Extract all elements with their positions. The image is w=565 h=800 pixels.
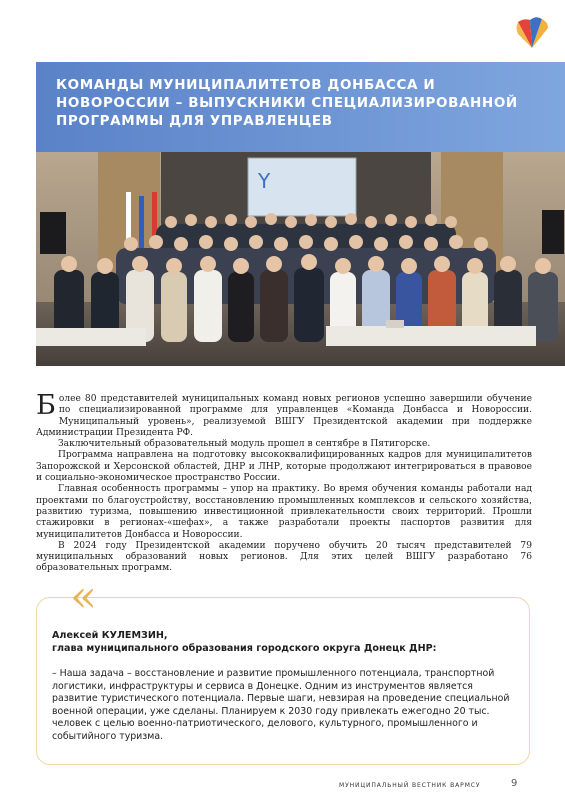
article-paragraph-2: Заключительный образовательный модуль прошел в сентябре в Пятигорске. [58, 439, 431, 450]
article-paragraph-3: Программа направлена на подготовку высококвалифицированных кадров для муниципалитетов Запорожской и Херсонской областей, ДНР и ЛНР, которые продолжают интегрироваться в правовое и социально-экономическое пространство России. [36, 450, 532, 484]
fan-logo-icon [512, 12, 552, 52]
screen-letter: Y [258, 169, 271, 193]
quote-author-name: Алексей КУЛЕМЗИН, [52, 630, 168, 641]
article-paragraph-5: В 2024 году Президентской академии поручено обучить 20 тысяч представителей 79 муниципальных образований новых регионов. Для этих целей ВШГУ разработано 76 образовательных программ. [36, 540, 532, 574]
group-photo [36, 152, 565, 366]
group-photo-illustration [36, 152, 565, 366]
quote-text: – Наша задача – восстановление и развитие промышленного потенциала, транспортной логистики, инфраструктуры и сервиса в Донецке. Одним из инструментов является развитие туристического потенциала. Первые шаги, невзирая на проведение специальной военной операции, уже сделаны. Планируем к 2030 году привлекать ежегодно 20 тыс. человек с целью военно-патриотического, делового, культурного, промышленного и событийного туризма. [52, 668, 510, 742]
title-banner [36, 62, 565, 152]
article-paragraph-1-text: олее 80 представителей муниципальных команд новых регионов успешно завершили обучение по специализированной программе для управленцев «Команда Донбасса и Новороссии. Муниципальный уровень», реализуемой ВШГУ Президентской академии при поддержке Администрации Президента РФ. [36, 394, 532, 438]
article-paragraph-1 [36, 390, 532, 439]
drop-cap: Б [36, 390, 56, 421]
article-title: КОМАНДЫ МУНИЦИПАЛИТЕТОВ ДОНБАССА И НОВОРОССИИ – ВЫПУСКНИКИ СПЕЦИАЛИЗИРОВАННОЙ ПРОГРАММЫ ДЛЯ УПРАВЛЕНЦЕВ [56, 77, 518, 129]
quote-author-role: глава муниципального образования городского округа Донецк ДНР: [52, 642, 437, 654]
quote-mark-icon: « [70, 571, 97, 622]
article-paragraph-4: Главная особенность программы – упор на практику. Во время обучения команды работали над проектами по благоустройству, восстановлению промышленных комплексов и сельского хозяйства, развитию туризма, повышению инвестиционной привлекательности своих территорий. Прошли стажировки в регионах-«шефах», а также разработали проекты паспортов развития для муниципалитетов Донбасса и Новороссии. [36, 484, 532, 540]
page-number: 9 [511, 778, 518, 789]
publication-name: МУНИЦИПАЛЬНЫЙ ВЕСТНИК ВАРМСУ [339, 782, 481, 789]
article-body [36, 390, 532, 575]
quote-author [52, 630, 522, 655]
